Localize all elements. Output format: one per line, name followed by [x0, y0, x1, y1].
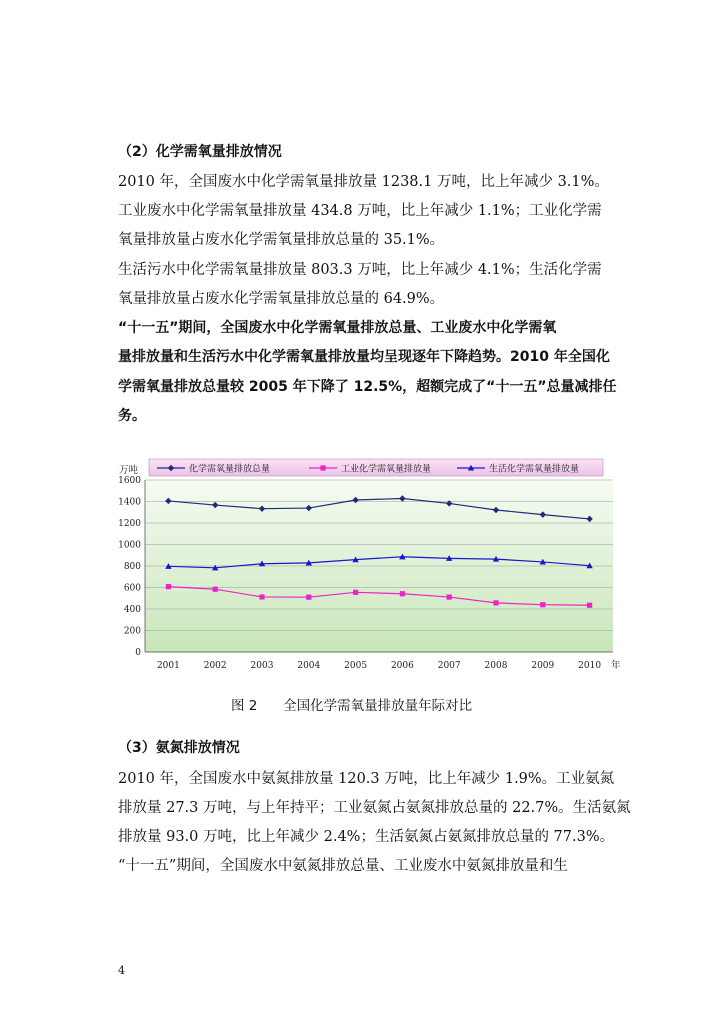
y-tick-label: 1400: [118, 497, 141, 508]
paragraph-bold-line: 务。: [118, 408, 146, 424]
paragraph-bold-line: “十一五”期间，全国废水中化学需氧量排放总量、工业废水中化学需氧: [118, 320, 557, 336]
x-tick-label: 2006: [390, 661, 414, 670]
paragraph-line: 2010 年，全国废水中氨氮排放量 120.3 万吨，比上年减少 1.9%。工业氨氮: [118, 771, 615, 787]
paragraph-line: 氧量排放量占废水化学需氧量排放总量的 35.1%。: [118, 232, 445, 248]
legend-label: 工业化学需氧量排放量: [341, 464, 432, 475]
x-tick-label: 2009: [531, 661, 555, 670]
x-axis-unit: 年: [611, 660, 621, 670]
x-tick-label: 2001: [156, 661, 180, 670]
x-tick-label: 2005: [344, 661, 368, 670]
y-axis-unit: 万吨: [119, 465, 139, 476]
paragraph-line: 2010 年，全国废水中化学需氧量排放量 1238.1 万吨，比上年减少 3.1%。: [118, 174, 609, 190]
legend-label: 化学需氧量排放总量: [189, 464, 271, 475]
data-point: [587, 603, 592, 608]
data-point: [493, 600, 498, 605]
data-point: [306, 595, 311, 600]
data-point: [353, 590, 358, 595]
x-tick-label: 2008: [484, 661, 508, 670]
y-tick-label: 800: [123, 562, 141, 572]
y-tick-label: 1600: [118, 476, 141, 486]
section-heading-cod: （2）化学需氧量排放情况: [118, 144, 282, 160]
paragraph-line: 工业废水中化学需氧量排放量 434.8 万吨，比上年减少 1.1%；工业化学需: [118, 203, 602, 219]
y-tick-label: 0: [135, 648, 141, 658]
figure-caption: 图 2 全国化学需氧量排放量年际对比: [231, 697, 473, 714]
x-tick-label: 2002: [203, 661, 227, 670]
data-point: [540, 602, 545, 607]
paragraph-line: “十一五”期间，全国废水中氨氮排放总量、工业废水中氨氮排放量和生: [118, 858, 568, 874]
paragraph-line: 生活污水中化学需氧量排放量 803.3 万吨，比上年减少 4.1%；生活化学需: [118, 262, 602, 278]
x-tick-label: 2004: [297, 661, 321, 670]
data-point: [259, 594, 264, 599]
legend-label: 生活化学需氧量排放量: [489, 464, 580, 475]
paragraph-line: 排放量 27.3 万吨，与上年持平；工业氨氮占氨氮排放总量的 22.7%。生活氨氮: [118, 800, 631, 816]
data-point: [166, 584, 171, 589]
cod-line-chart: [117, 456, 634, 670]
paragraph-bold-line: 量排放量和生活污水中化学需氧量排放量均呈现逐年下降趋势。2010 年全国化: [118, 349, 610, 365]
x-tick-label: 2003: [250, 661, 274, 670]
y-tick-label: 1000: [118, 540, 141, 551]
y-tick-label: 400: [123, 605, 141, 615]
data-point: [400, 591, 405, 596]
paragraph-bold-line: 学需氧量排放总量较 2005 年下降了 12.5%，超额完成了“十一五”总量减排任: [118, 379, 617, 395]
x-tick-label: 2010: [578, 661, 602, 670]
page-number: 4: [118, 964, 125, 977]
y-tick-label: 600: [123, 583, 141, 594]
data-point: [213, 587, 218, 592]
y-tick-label: 200: [123, 626, 141, 637]
data-point: [320, 465, 325, 470]
paragraph-line: 排放量 93.0 万吨，比上年减少 2.4%；生活氨氮占氨氮排放总量的 77.3%。: [118, 829, 615, 845]
chart-svg: [117, 456, 634, 670]
y-tick-label: 1200: [118, 519, 141, 529]
section-heading-ammonia: （3）氨氮排放情况: [118, 740, 240, 756]
data-point: [447, 594, 452, 599]
x-tick-label: 2007: [437, 661, 461, 670]
paragraph-line: 氧量排放量占废水化学需氧量排放总量的 64.9%。: [118, 291, 445, 307]
